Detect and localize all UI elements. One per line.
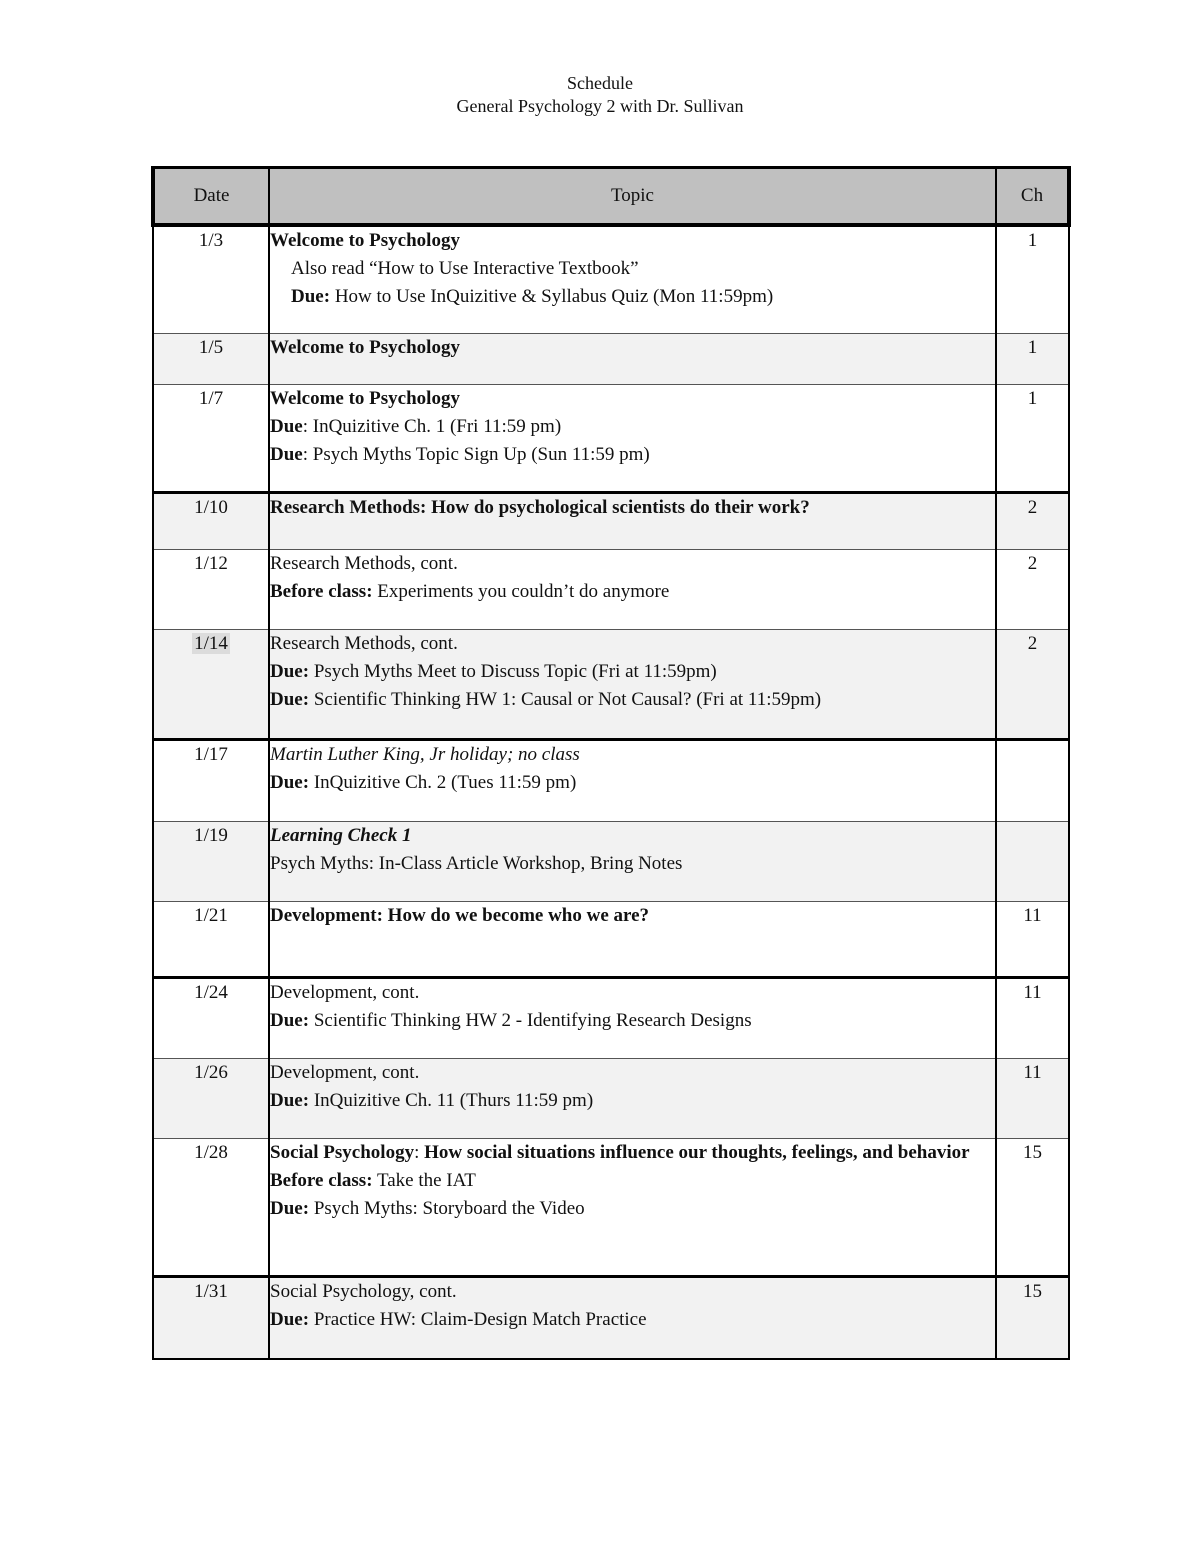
table-row	[153, 333, 1069, 384]
chapter-column-header: Ch	[996, 168, 1069, 226]
due-line	[270, 769, 995, 797]
row-date: 1/19	[153, 821, 269, 901]
due-line	[270, 413, 995, 441]
row-topic	[269, 492, 996, 549]
due-line	[270, 686, 995, 714]
due-label: Due:	[270, 688, 310, 710]
row-date: 1/21	[153, 901, 269, 977]
topic-note: Also read “How to Use Interactive Textbook”	[291, 258, 639, 279]
row-topic	[269, 739, 996, 821]
table-row	[153, 384, 1069, 492]
highlighted-date: 1/14	[194, 632, 228, 654]
row-topic	[269, 225, 996, 333]
table-row	[153, 1138, 1069, 1276]
page-header	[0, 72, 1200, 118]
row-chapter: 2	[996, 549, 1069, 629]
row-topic	[269, 549, 996, 629]
topic-title: Learning Check 1	[270, 824, 412, 846]
topic-title: Research Methods: How do psychological scientists do their work?	[270, 496, 810, 518]
due-text: Scientific Thinking HW 2 - Identifying Research Designs	[309, 1009, 752, 1031]
row-topic	[269, 1138, 996, 1276]
table-row	[153, 629, 1069, 739]
due-text: Psych Myths: Storyboard the Video	[309, 1197, 585, 1219]
row-date: 1/12	[153, 549, 269, 629]
page-title: Schedule	[567, 73, 633, 93]
topic-title: Welcome to Psychology	[270, 336, 460, 358]
row-date: 1/5	[153, 333, 269, 384]
table-row	[153, 1276, 1069, 1359]
due-label: Due	[270, 415, 303, 437]
table-row	[153, 821, 1069, 901]
topic-line: Development, cont.	[270, 981, 420, 1003]
row-topic	[269, 629, 996, 739]
row-date: 1/3	[153, 225, 269, 333]
topic-title: Welcome to Psychology	[270, 387, 460, 409]
row-date: 1/24	[153, 977, 269, 1058]
topic-line: Development, cont.	[270, 1061, 420, 1083]
row-topic	[269, 1276, 996, 1359]
before-class-label: Before class:	[270, 1169, 373, 1191]
row-chapter: 1	[996, 384, 1069, 492]
row-topic	[269, 901, 996, 977]
due-line	[270, 1087, 995, 1115]
row-date: 1/10	[153, 492, 269, 549]
topic-line: Social Psychology, cont.	[270, 1280, 457, 1302]
row-topic	[269, 1058, 996, 1138]
row-date: 1/7	[153, 384, 269, 492]
due-text: Scientific Thinking HW 1: Causal or Not Causal? (Fri at 11:59pm)	[309, 688, 822, 710]
due-text: How to Use InQuizitive & Syllabus Quiz (Mon 11:59pm)	[330, 286, 774, 307]
row-topic	[269, 333, 996, 384]
table-row	[153, 1058, 1069, 1138]
topic-title-subject: Social Psychology	[270, 1141, 415, 1163]
due-text: InQuizitive Ch. 11 (Thurs 11:59 pm)	[309, 1089, 594, 1111]
due-line	[270, 1306, 995, 1334]
due-label: Due:	[270, 771, 310, 793]
due-line	[270, 1007, 995, 1035]
before-class-line	[270, 578, 995, 606]
table-row	[153, 225, 1069, 333]
row-chapter: 11	[996, 977, 1069, 1058]
row-chapter: 2	[996, 492, 1069, 549]
table-row	[153, 739, 1069, 821]
due-text: Psych Myths Meet to Discuss Topic (Fri at 11:59pm)	[309, 660, 717, 682]
row-chapter: 1	[996, 333, 1069, 384]
due-line	[270, 441, 995, 469]
due-label: Due:	[270, 1197, 310, 1219]
due-line	[270, 1195, 995, 1223]
due-label: Due:	[270, 1089, 310, 1111]
row-chapter: 15	[996, 1276, 1069, 1359]
topic-title-separator: :	[414, 1141, 420, 1163]
row-chapter: 2	[996, 629, 1069, 739]
row-chapter	[996, 739, 1069, 821]
topic-title: Development: How do we become who we are?	[270, 904, 650, 926]
row-topic	[269, 821, 996, 901]
topic-line: Research Methods, cont.	[270, 632, 458, 654]
table-row	[153, 492, 1069, 549]
table-row	[153, 977, 1069, 1058]
topic-title: Welcome to Psychology	[270, 230, 460, 251]
topic-title	[270, 1139, 995, 1167]
topic-line: Psych Myths: In-Class Article Workshop, Bring Notes	[270, 852, 683, 874]
schedule-table	[151, 166, 1071, 1360]
due-line	[270, 283, 995, 311]
page-subtitle: General Psychology 2 with Dr. Sullivan	[456, 96, 744, 116]
row-chapter: 11	[996, 901, 1069, 977]
due-text: : InQuizitive Ch. 1 (Fri 11:59 pm)	[302, 415, 562, 437]
row-date: 1/17	[153, 739, 269, 821]
row-chapter	[996, 821, 1069, 901]
row-chapter: 15	[996, 1138, 1069, 1276]
row-topic	[269, 384, 996, 492]
row-chapter: 11	[996, 1058, 1069, 1138]
due-line	[270, 658, 995, 686]
row-date: 1/26	[153, 1058, 269, 1138]
header-row	[153, 168, 1069, 226]
row-topic	[269, 977, 996, 1058]
row-date	[153, 629, 269, 739]
date-column-header: Date	[153, 168, 269, 226]
due-label: Due	[270, 443, 303, 465]
table-row	[153, 901, 1069, 977]
row-chapter: 1	[996, 225, 1069, 333]
due-label: Due:	[270, 1009, 310, 1031]
topic-line: Research Methods, cont.	[270, 552, 458, 574]
due-label: Due:	[291, 286, 331, 307]
before-class-text: Take the IAT	[372, 1169, 476, 1191]
due-label: Due:	[270, 660, 310, 682]
table-row	[153, 549, 1069, 629]
before-class-text: Experiments you couldn’t do anymore	[372, 580, 670, 602]
due-label: Due:	[270, 1308, 310, 1330]
holiday-note: Martin Luther King, Jr holiday; no class	[270, 743, 580, 765]
topic-title-question: How social situations influence our thoughts, feelings, and behavior	[419, 1141, 970, 1163]
due-text: InQuizitive Ch. 2 (Tues 11:59 pm)	[309, 771, 577, 793]
before-class-label: Before class:	[270, 580, 373, 602]
row-date: 1/31	[153, 1276, 269, 1359]
topic-column-header: Topic	[269, 168, 996, 226]
due-text: : Psych Myths Topic Sign Up (Sun 11:59 pm)	[302, 443, 650, 465]
before-class-line	[270, 1167, 995, 1195]
row-date: 1/28	[153, 1138, 269, 1276]
due-text: Practice HW: Claim-Design Match Practice	[309, 1308, 647, 1330]
